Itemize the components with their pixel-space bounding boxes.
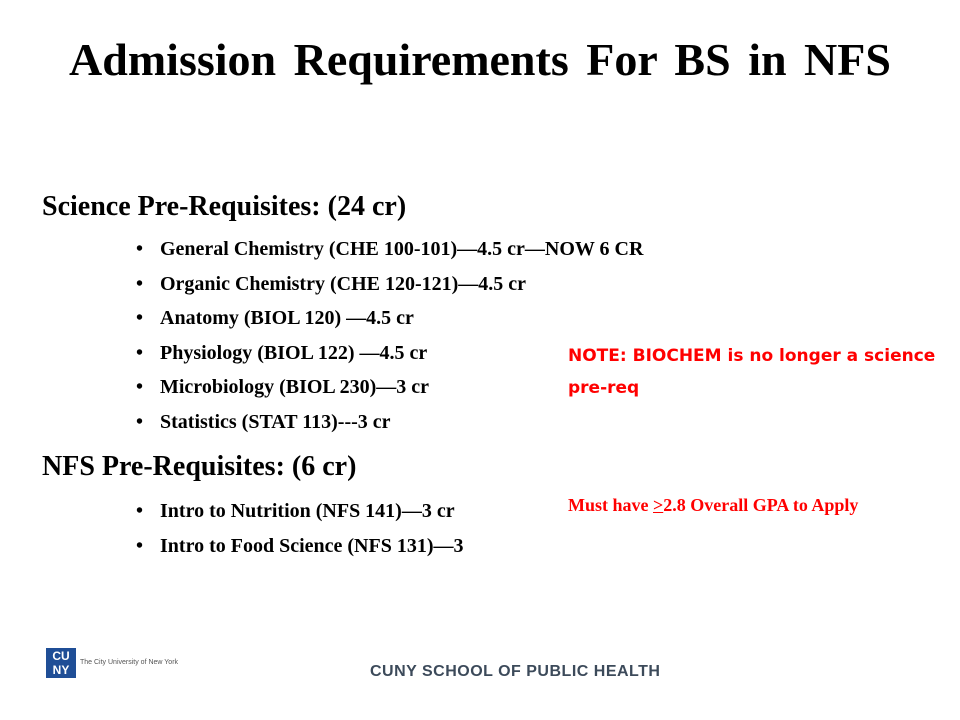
bullet-icon: • xyxy=(136,272,144,295)
list-item-text: Physiology (BIOL 122) —4.5 cr xyxy=(160,341,428,364)
bullet-icon: • xyxy=(136,410,144,433)
bullet-icon: • xyxy=(136,238,144,260)
bullet-icon: • xyxy=(136,341,144,364)
gpa-comparison-symbol: > xyxy=(653,495,664,515)
gpa-note xyxy=(568,494,908,516)
nfs-prereq-heading: NFS Pre-Requisites: (6 cr) xyxy=(42,451,357,482)
science-prereq-heading: Science Pre-Requisites: (24 cr) xyxy=(42,191,407,222)
list-item-text: Anatomy (BIOL 120) —4.5 cr xyxy=(160,307,414,330)
bullet-icon: • xyxy=(136,500,144,522)
list-item xyxy=(136,494,464,529)
list-item-text: Intro to Nutrition (NFS 141)—3 cr xyxy=(160,500,455,522)
list-item xyxy=(136,529,464,564)
list-item xyxy=(136,301,643,336)
cuny-logo-text: The City University of New York xyxy=(80,659,179,666)
list-item-text: General Chemistry (CHE 100-101)—4.5 cr—NOW 6 CR xyxy=(160,238,644,260)
bullet-icon: • xyxy=(136,307,144,330)
gpa-note-suffix: 2.8 Overall GPA to Apply xyxy=(663,495,859,515)
list-item-text: Statistics (STAT 113)---3 cr xyxy=(160,410,391,433)
science-prereq-list xyxy=(136,232,643,440)
list-item-text: Intro to Food Science (NFS 131)—3 xyxy=(160,534,464,557)
list-item xyxy=(136,232,643,267)
slide-title: Admission Requirements For BS in NFS xyxy=(69,34,891,85)
nfs-prereq-list xyxy=(136,494,464,563)
list-item xyxy=(136,267,643,302)
list-item xyxy=(136,405,643,440)
cuny-logo-mark: CU NY xyxy=(46,648,76,678)
list-item-text: Organic Chemistry (CHE 120-121)—4.5 cr xyxy=(160,272,527,295)
list-item-text: Microbiology (BIOL 230)—3 cr xyxy=(160,376,430,399)
school-name: CUNY SCHOOL OF PUBLIC HEALTH xyxy=(370,663,661,680)
bullet-icon: • xyxy=(136,534,144,557)
cuny-logo xyxy=(46,648,178,678)
biochem-note: NOTE: BIOCHEM is no longer a science pre-req xyxy=(568,346,936,398)
bullet-icon: • xyxy=(136,376,144,399)
gpa-note-prefix: Must have xyxy=(568,495,653,515)
